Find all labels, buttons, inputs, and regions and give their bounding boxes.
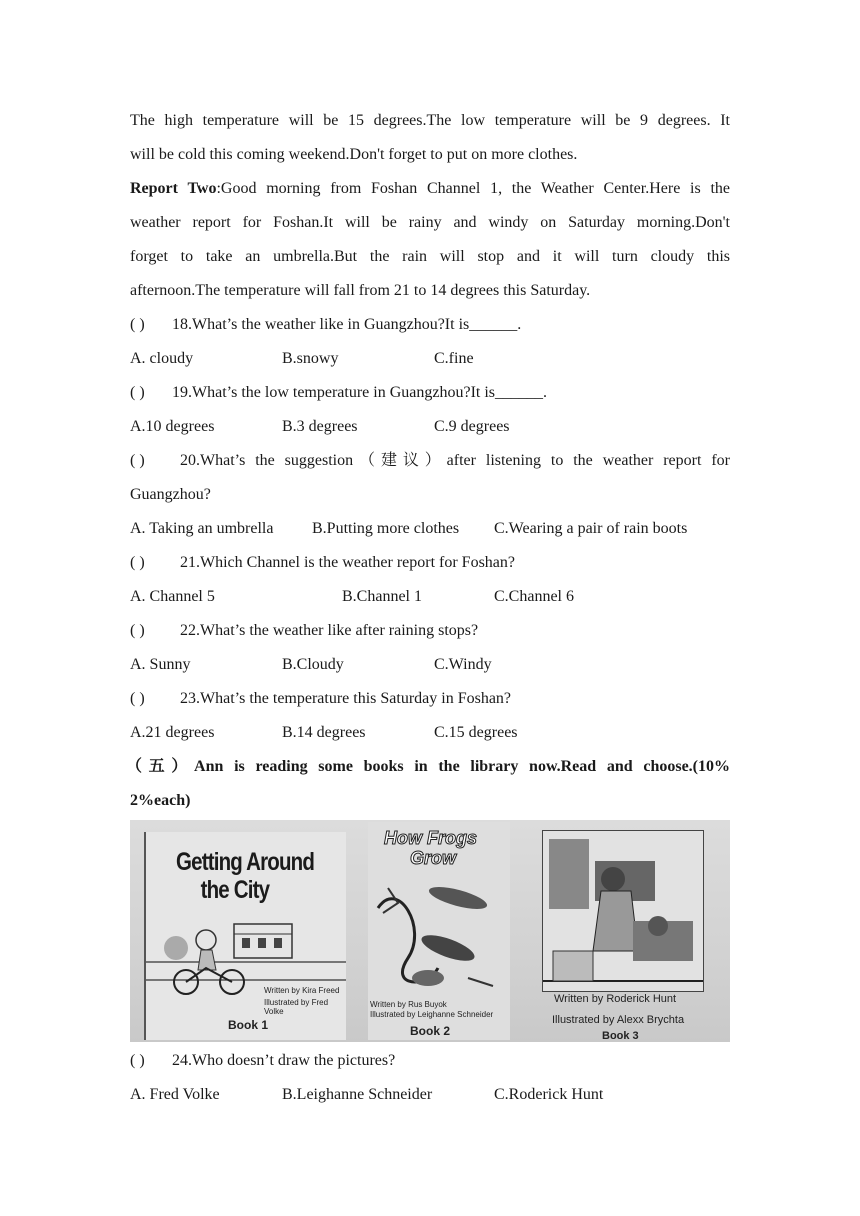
book-3-label: Book 3 [602,1030,639,1042]
book-2-author: Written by Rus Buyok [370,1000,447,1009]
question-text: 22.What’s the weather like after raining stops? [180,622,479,639]
question-21 [130,546,730,580]
option-b[interactable]: B.snowy [282,350,339,367]
question-22 [130,614,730,648]
answer-blank[interactable]: ( ) [130,384,145,401]
book-2-illustration [368,868,510,998]
option-a[interactable]: A. Channel 5 [130,588,215,605]
section-heading-cont: 2%each) [130,792,191,809]
option-b[interactable]: B.Cloudy [282,656,344,673]
books-photo [130,820,730,1042]
report-two-text: :Good morning from Foshan Channel 1, the Weather Center.Here is the [216,180,731,197]
question-text: 24.Who doesn’t draw the pictures? [172,1052,396,1069]
question-23 [130,682,730,716]
option-a[interactable]: A.10 degrees [130,418,215,435]
option-c[interactable]: C.Roderick Hunt [494,1086,604,1103]
answer-blank[interactable]: ( ) [130,452,145,469]
options-23 [130,716,730,750]
book-2-cover [368,822,510,1040]
option-c[interactable]: C.15 degrees [434,724,518,741]
option-a[interactable]: A. Sunny [130,656,191,673]
book-1-illustration [146,910,346,1010]
answer-blank[interactable]: ( ) [130,690,145,707]
book-3-cover [542,830,704,992]
options-21 [130,580,730,614]
book-1-label: Book 1 [228,1018,269,1032]
book-2-illustrator: Illustrated by Leighanne Schneider [370,1010,494,1019]
option-a[interactable]: A. cloudy [130,350,194,367]
options-20 [130,512,730,546]
option-a[interactable]: A.21 degrees [130,724,215,741]
worksheet-page [126,104,731,1112]
options-24 [130,1078,730,1112]
option-c[interactable]: C.Windy [434,656,492,673]
question-24 [130,1044,730,1078]
question-text-cont: Guangzhou? [130,486,211,503]
option-b[interactable]: B.3 degrees [282,418,358,435]
book-1-cover [144,832,346,1040]
passage-line: The high temperature will be 15 degrees.The low temperature will be 9 degrees. It [130,112,730,129]
book-1-illustrator: Illustrated by Fred Volke [264,998,329,1016]
book-2-label: Book 2 [410,1024,451,1038]
question-19 [130,376,730,410]
book-1-author: Written by Kira Freed [264,986,340,995]
option-c[interactable]: C.9 degrees [434,418,510,435]
book-2-title-line: How Frogs [384,828,477,848]
question-text: 20.What’s the suggestion（建议）after listening to the weather report for [180,452,730,469]
option-b[interactable]: B.14 degrees [282,724,366,741]
report-two-line [130,172,730,206]
book-2-title-line: Grow [410,848,457,868]
option-c[interactable]: C.fine [434,350,474,367]
options-19 [130,410,730,444]
answer-blank[interactable]: ( ) [130,622,145,639]
book-3-illustrator: Illustrated by Alexx Brychta [552,1014,685,1026]
passage-line: afternoon.The temperature will fall from 21 to 14 degrees this Saturday. [130,282,591,299]
answer-blank[interactable]: ( ) [130,316,145,333]
book-3-author: Written by Roderick Hunt [554,993,677,1005]
answer-blank[interactable]: ( ) [130,1052,145,1069]
option-b[interactable]: B.Channel 1 [342,588,422,605]
answer-blank[interactable]: ( ) [130,554,145,571]
question-20 [130,444,730,478]
question-18 [130,308,730,342]
option-b[interactable]: B.Putting more clothes [312,520,460,537]
passage-line: will be cold this coming weekend.Don't forget to put on more clothes. [130,146,578,163]
passage-line: forget to take an umbrella.But the rain will stop and it will turn cloudy this [130,248,730,265]
question-text: 18.What’s the weather like in Guangzhou?It is______. [172,316,522,333]
book-1-title-line: Getting Around [176,848,315,876]
option-c[interactable]: C.Wearing a pair of rain boots [494,520,688,537]
book-2-title [384,828,477,868]
option-b[interactable]: B.Leighanne Schneider [282,1086,433,1103]
option-a[interactable]: A. Fred Volke [130,1086,220,1103]
question-text: 23.What’s the temperature this Saturday in Foshan? [180,690,512,707]
report-two-label: Report Two [130,180,217,197]
section-heading: （五）Ann is reading some books in the library now.Read and choose.(10% [126,758,730,775]
passage-line: weather report for Foshan.It will be rainy and windy on Saturday morning.Don't [130,214,730,231]
option-c[interactable]: C.Channel 6 [494,588,574,605]
options-18 [130,342,730,376]
question-text: 19.What’s the low temperature in Guangzhou?It is______. [172,384,548,401]
book-1-title-line: the City [200,876,270,904]
book-1-title [176,848,314,904]
option-a[interactable]: A. Taking an umbrella [130,520,274,537]
question-text: 21.Which Channel is the weather report for Foshan? [180,554,516,571]
options-22 [130,648,730,682]
book-3-illustration [543,831,703,991]
